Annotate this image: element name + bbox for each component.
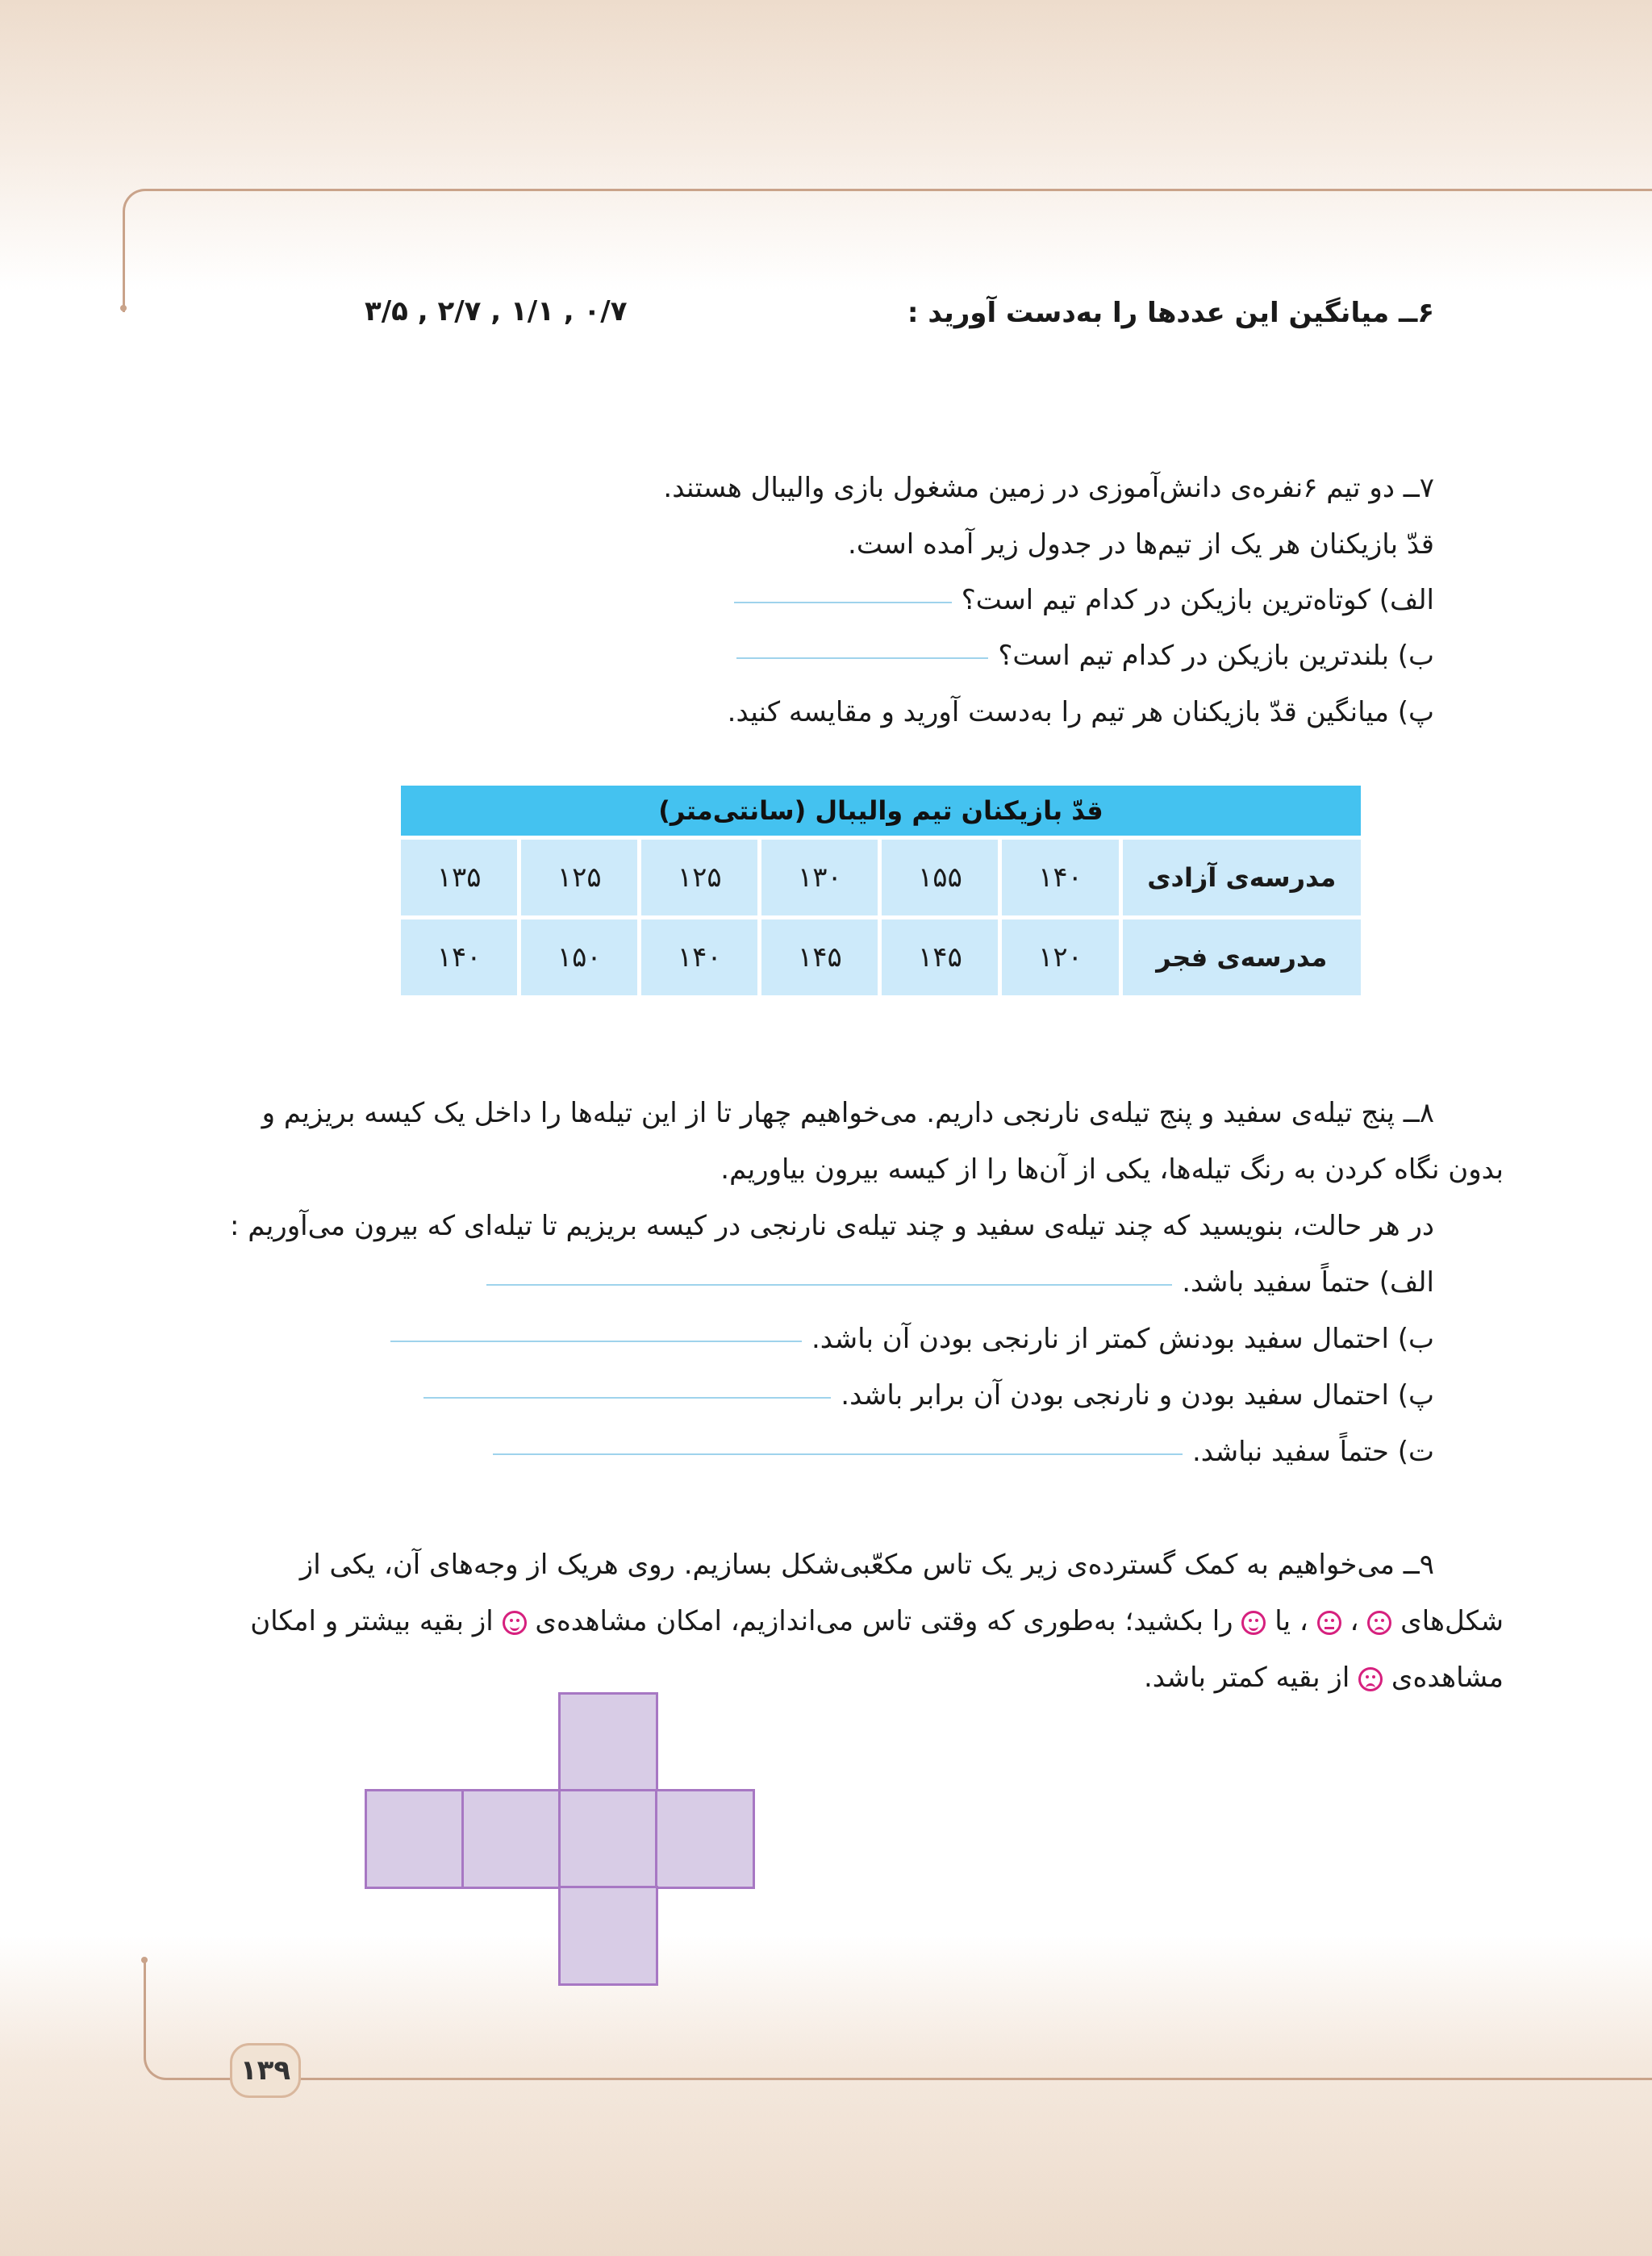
table-cell: ۱۲۰ [1002,919,1118,995]
cube-net-face[interactable] [558,1886,658,1986]
q8-line3: در هر حالت، بنویسید که چند تیله‌ی سفید و چند تیله‌ی نارنجی در کیسه بریزیم تا تیله‌ای که بیرون می‌آوریم : [229,1210,1434,1242]
q8-part-a [486,1266,1434,1299]
q9-line1: ۹ــ می‌خواهیم به کمک گسترده‌ی زیر یک تاس مکعّبی‌شکل بسازیم. روی هریک از وجه‌های آن، یکی از [299,1549,1434,1581]
q9-l3-text2: از بقیه کمتر باشد. [1144,1662,1350,1694]
page-number: ۱۳۹ [230,2043,301,2098]
neutral-face-icon [1317,1611,1341,1635]
q7-line1: ۷ــ دو تیم ۶نفره‌ی دانش‌آموزی در زمین مشغول بازی والیبال هستند. [663,472,1434,504]
answer-line[interactable] [736,656,988,659]
q6-text: ۶ــ میانگین این عددها را به‌دست آورید : [907,297,1434,329]
q7-b-text: ب) بلندترین بازیکن در کدام تیم است؟ [998,640,1434,672]
height-table [397,782,1365,999]
q8-line2: بدون نگاه کردن به رنگ تیله‌ها، یکی از آن‌ها را از کیسه بیرون بیاوریم. [720,1153,1504,1186]
page-frame-top [123,189,1652,312]
q9-l2-text2: را بکشید؛ به‌طوری که وقتی تاس می‌اندازیم، امکان مشاهده‌ی [535,1605,1233,1637]
answer-line[interactable] [423,1395,831,1399]
q7-a-text: الف) کوتاه‌ترین بازیکن در کدام تیم است؟ [961,584,1434,616]
smile-face-icon [1241,1611,1266,1635]
frame-dot [141,1957,148,1963]
table-cell: ۱۴۰ [401,919,517,995]
q8-b-text: ب) احتمال سفید بودنش کمتر از نارنجی بودن آن باشد. [811,1323,1434,1355]
q9-l2-text3: از بقیه بیشتر و امکان [250,1605,494,1637]
q7-part-b [736,640,1434,673]
table-cell: ۱۴۵ [761,919,878,995]
row-label: مدرسه‌ی آزادی [1123,840,1361,915]
q8-part-d [493,1436,1434,1469]
separator: ، یا [1274,1605,1308,1637]
table-cell: ۱۵۵ [882,840,998,915]
q7-line2: قدّ بازیکنان هر یک از تیم‌ها در جدول زیر آمده است. [848,528,1434,561]
page-frame-bottom [144,1960,1652,2080]
table-cell: ۱۲۵ [641,840,757,915]
table-cell: ۱۴۰ [641,919,757,995]
table-cell: ۱۵۰ [521,919,637,995]
sad-face-icon [1358,1667,1383,1691]
answer-line[interactable] [734,600,952,603]
table-cell: ۱۴۰ [1002,840,1118,915]
cube-net-face[interactable] [558,1692,658,1792]
table-row [401,840,1361,915]
answer-line[interactable] [493,1452,1183,1455]
q8-d-text: ت) حتماً سفید نباشد. [1191,1436,1434,1468]
table-row [401,919,1361,995]
cube-net-face[interactable] [655,1789,755,1889]
separator: ، [1350,1605,1359,1637]
q8-part-c [423,1379,1434,1412]
q8-part-b [390,1323,1434,1356]
cube-net-face[interactable] [365,1789,465,1889]
table-title: قدّ بازیکنان تیم والیبال (سانتی‌متر) [401,786,1361,836]
smile-face-icon [503,1611,527,1635]
table-cell: ۱۲۵ [521,840,637,915]
q7-part-a [734,584,1434,617]
q9-l3-text1: مشاهده‌ی [1391,1662,1504,1694]
cube-net-face[interactable] [461,1789,561,1889]
table-cell: ۱۳۵ [401,840,517,915]
row-label: مدرسه‌ی فجر [1123,919,1361,995]
answer-line[interactable] [390,1339,802,1342]
q7-part-c: پ) میانگین قدّ بازیکنان هر تیم را به‌دست آورید و مقایسه کنید. [727,696,1434,728]
frame-dot [120,305,127,311]
answer-line[interactable] [486,1282,1172,1286]
table-cell: ۱۳۰ [761,840,878,915]
sad-face-icon [1367,1611,1391,1635]
q8-c-text: پ) احتمال سفید بودن و نارنجی بودن آن برابر باشد. [841,1379,1434,1412]
cube-net-face[interactable] [558,1789,658,1889]
q9-line2 [250,1605,1504,1638]
q8-a-text: الف) حتماً سفید باشد. [1182,1266,1434,1299]
q9-l2-text1: شکل‌های [1400,1605,1504,1637]
q9-line3 [1144,1662,1504,1695]
q6-numbers: ۰/۷ , ۱/۱ , ۲/۷ , ۳/۵ [365,295,628,327]
q8-line1: ۸ــ پنج تیله‌ی سفید و پنج تیله‌ی نارنجی داریم. می‌خواهیم چهار تا از این تیله‌ها را داخل یک کیسه بریزیم و [261,1097,1434,1129]
table-cell: ۱۴۵ [882,919,998,995]
